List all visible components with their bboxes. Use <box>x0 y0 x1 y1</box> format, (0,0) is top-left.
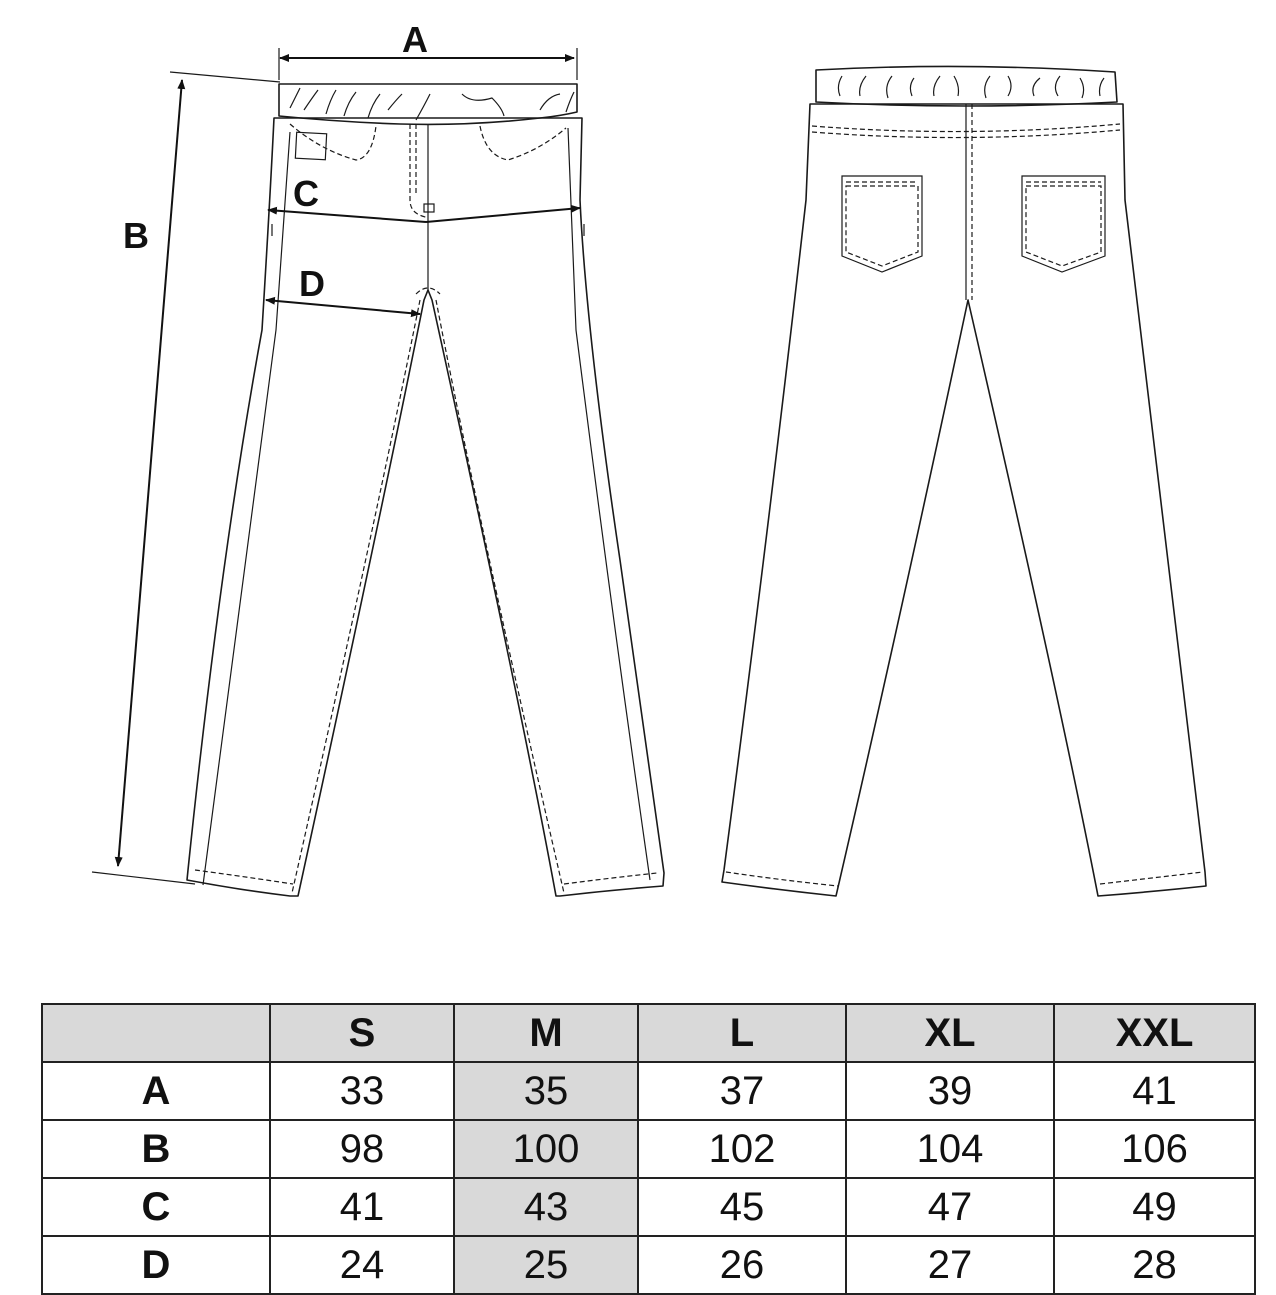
size-header-row <box>42 1004 1255 1062</box>
table-cell: 27 <box>846 1236 1054 1294</box>
measure-c <box>268 173 580 222</box>
table-row <box>42 1178 1255 1236</box>
table-cell: 37 <box>638 1062 846 1120</box>
size-header: XL <box>846 1004 1054 1062</box>
table-row <box>42 1120 1255 1178</box>
front-pants <box>187 84 664 896</box>
table-cell: 98 <box>270 1120 454 1178</box>
table-cell: 102 <box>638 1120 846 1178</box>
table-cell: 26 <box>638 1236 846 1294</box>
table-cell: 49 <box>1054 1178 1255 1236</box>
table-cell: 100 <box>454 1120 638 1178</box>
table-cell: 25 <box>454 1236 638 1294</box>
table-cell: 47 <box>846 1178 1054 1236</box>
label-d: D <box>299 263 325 304</box>
size-header: XXL <box>1054 1004 1255 1062</box>
table-cell: 39 <box>846 1062 1054 1120</box>
table-cell: 33 <box>270 1062 454 1120</box>
table-cell: 43 <box>454 1178 638 1236</box>
row-label: C <box>42 1178 270 1236</box>
table-row <box>42 1236 1255 1294</box>
measure-b <box>92 72 280 884</box>
row-label: B <box>42 1120 270 1178</box>
row-label: D <box>42 1236 270 1294</box>
table-cell: 28 <box>1054 1236 1255 1294</box>
measure-d <box>266 263 420 314</box>
table-cell: 45 <box>638 1178 846 1236</box>
label-a: A <box>402 19 428 60</box>
size-header: L <box>638 1004 846 1062</box>
table-cell: 24 <box>270 1236 454 1294</box>
size-header: M <box>454 1004 638 1062</box>
corner-cell <box>42 1004 270 1062</box>
table-row <box>42 1062 1255 1120</box>
size-header: S <box>270 1004 454 1062</box>
table-cell: 35 <box>454 1062 638 1120</box>
table-cell: 41 <box>1054 1062 1255 1120</box>
back-pants <box>722 66 1206 896</box>
table-cell: 106 <box>1054 1120 1255 1178</box>
row-label: A <box>42 1062 270 1120</box>
label-c: C <box>293 173 319 214</box>
label-b: B <box>123 215 149 256</box>
size-chart-table <box>41 1003 1256 1295</box>
table-cell: 104 <box>846 1120 1054 1178</box>
measure-a <box>279 19 577 80</box>
table-cell: 41 <box>270 1178 454 1236</box>
